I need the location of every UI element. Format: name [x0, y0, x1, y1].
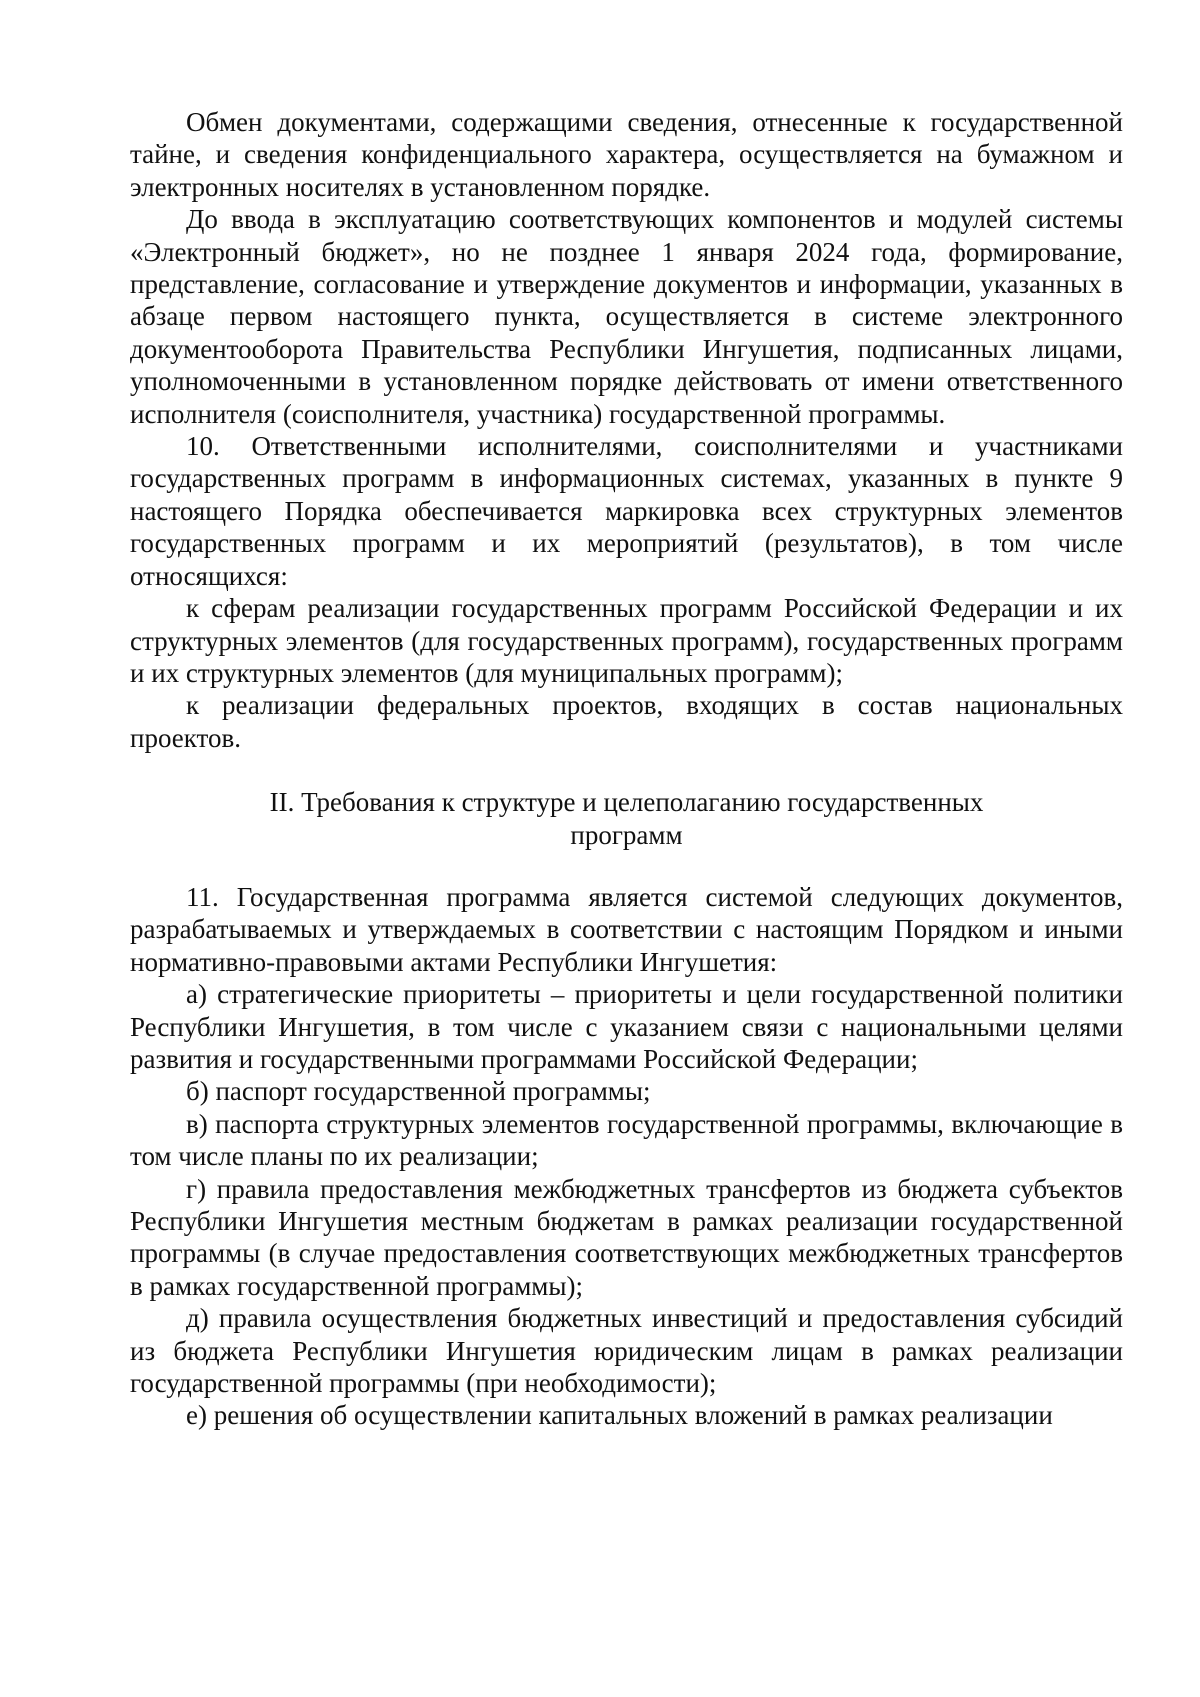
list-item-v: в) паспорта структурных элементов государственной программы, включающие в том числе планы по их реализации; [130, 1108, 1123, 1172]
list-item-b: б) паспорт государственной программы; [186, 1076, 651, 1107]
list-item-d: д) правила осуществления бюджетных инвестиций и предоставления субсидий из бюджета Республики Ингушетия юридическим лицам в рамках реализации государственной программы (при необходимости); [130, 1303, 1123, 1399]
list-item-a: а) стратегические приоритеты – приоритеты и цели государственной политики Республики Ингушетия, в том числе с указанием связи с национальными целями развития и государственными программами Российской Федерации; [130, 979, 1123, 1074]
document-page [130, 106, 1123, 1432]
list-item-e: е) решения об осуществлении капитальных вложений в рамках реализации [186, 1400, 1053, 1431]
paragraph-electronic-budget: До ввода в эксплуатацию соответствующих компонентов и модулей системы «Электронный бюджет», но не позднее 1 января 2024 года, формирование, представление, согласование и утверждение документов и информации, указанных в абзаце первом настоящего пункта, осуществляется в системе электронного документооборота Правительства Республики Ингушетия, подписанных лицами, уполномоченными в установленном порядке действовать от имени ответственного исполнителя (соисполнителя, участника) государственной программы. [130, 204, 1123, 429]
paragraph-item-10: 10. Ответственными исполнителями, соисполнителями и участниками государственных программ в информационных системах, указанных в пункте 9 настоящего Порядка обеспечивается маркировка всех структурных элементов государственных программ и их мероприятий (результатов), в том числе относящихся: [130, 431, 1123, 591]
section-heading: II. Требования к структуре и целеполаганию государственных программ [269, 787, 984, 850]
paragraph-spheres: к сферам реализации государственных программ Российской Федерации и их структурных элементов (для государственных программ), государственных программ и их структурных элементов (для муниципальных программ); [130, 593, 1123, 688]
spacer [130, 851, 1123, 881]
spacer [130, 754, 1123, 786]
paragraph-federal-projects: к реализации федеральных проектов, входящих в состав национальных проектов. [130, 690, 1123, 753]
paragraph-document-exchange: Обмен документами, содержащими сведения, отнесенные к государственной тайне, и сведения конфиденциального характера, осуществляется на бумажном и электронных носителях в установленном порядке. [130, 107, 1123, 202]
list-item-g: г) правила предоставления межбюджетных трансфертов из бюджета субъектов Республики Ингушетия местным бюджетам в рамках реализации государственной программы (в случае предоставления соответствующих межбюджетных трансфертов в рамках государственной программы); [130, 1173, 1123, 1301]
paragraph-item-11: 11. Государственная программа является системой следующих документов, разрабатываемых и утверждаемых в соответствии с настоящим Порядком и иными нормативно-правовыми актами Республики Ингушетия: [130, 881, 1123, 977]
